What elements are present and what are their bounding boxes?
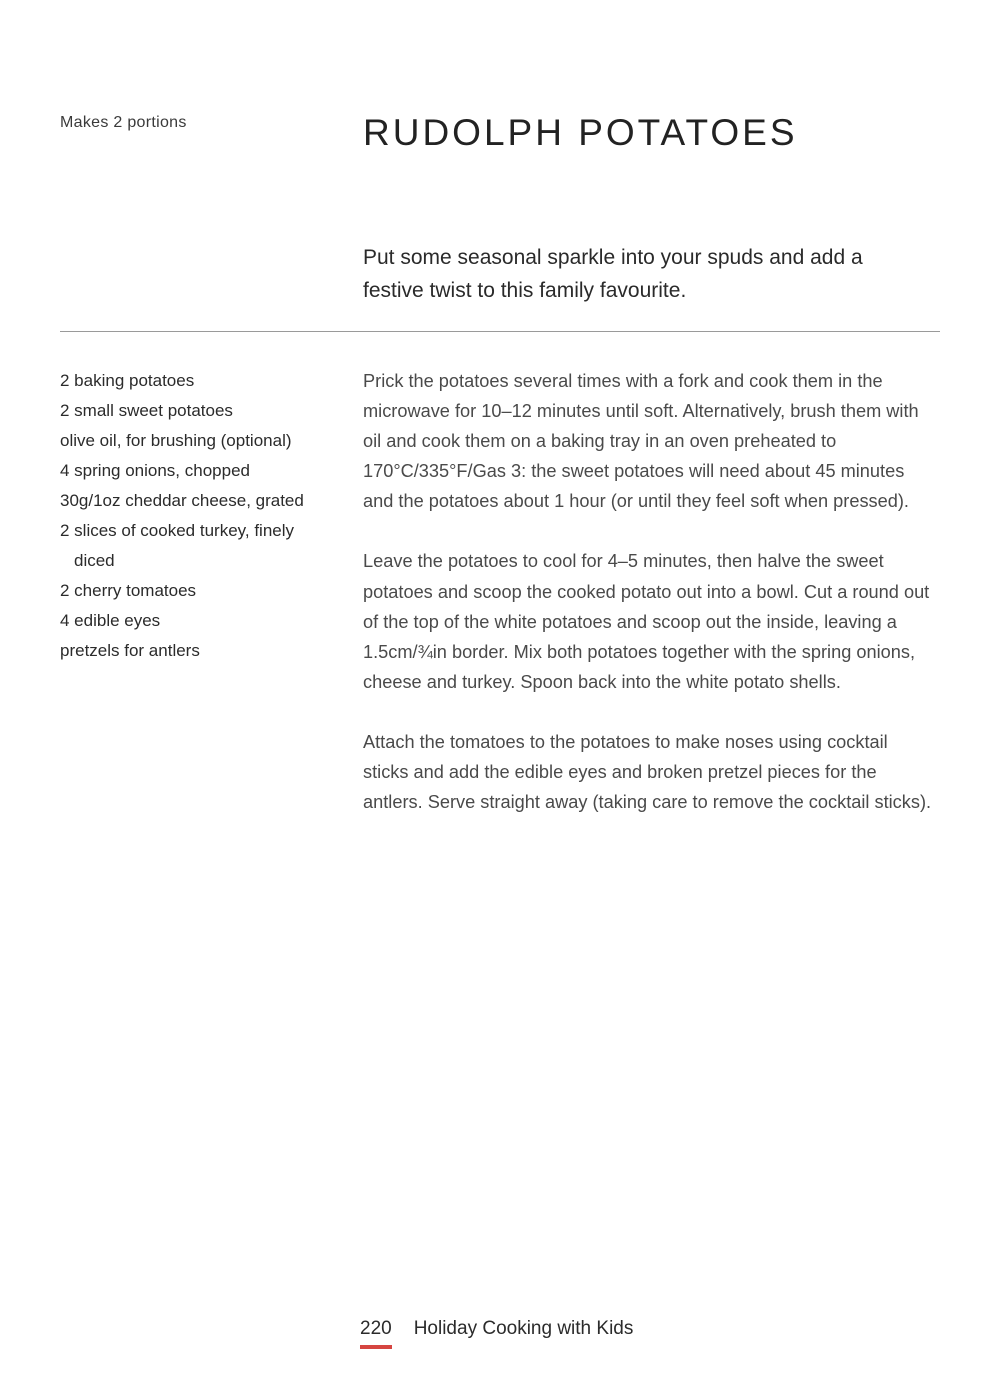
ingredient-item: 2 baking potatoes [60,371,195,390]
ingredient-item: 2 slices of cooked turkey, finely diced [60,521,295,570]
ingredient-item: 30g/1oz cheddar cheese, grated [60,491,304,510]
method-step: Attach the tomatoes to the potatoes to make noses using cocktail sticks and add the edible eyes and broken pretzel pieces for the antlers. Serve straight away (taking care to remove the cocktail sticks). [363,731,932,813]
recipe-intro: Put some seasonal sparkle into your spuds and add a festive twist to this family favourite. [363,246,863,302]
ingredient-item: pretzels for antlers [60,641,200,660]
method-section [363,366,938,847]
ingredient-item: 4 spring onions, chopped [60,461,250,480]
ingredient-item: 4 edible eyes [60,611,161,630]
page-number: 220 [360,1318,392,1349]
method-step: Leave the potatoes to cool for 4–5 minutes, then halve the sweet potatoes and scoop the cooked potato out into a bowl. Cut a round out of the top of the white potatoes and scoop out the inside, leaving a 1.5cm/¾in border. Mix both potatoes together with the spring onions, cheese and turkey. Spoon back into the white potato shells. [363,551,930,692]
ingredient-item: 2 cherry tomatoes [60,581,197,600]
ingredients-list [60,366,335,666]
portions-label: Makes 2 portions [60,114,187,131]
page-footer [360,1318,633,1349]
section-divider [60,331,940,332]
book-title: Holiday Cooking with Kids [413,1318,634,1339]
recipe-title: RUDOLPH POTATOES [363,112,798,153]
ingredient-item: 2 small sweet potatoes [60,401,233,420]
method-step: Prick the potatoes several times with a fork and cook them in the microwave for 10–12 minutes until soft. Alternatively, brush them with oil and cook them on a baking tray in an oven preheated to 170°C/335°F/Gas 3: the sweet potatoes will need about 45 minutes and the potatoes about 1 hour (or until they feel soft when pressed). [363,371,919,512]
ingredient-item: olive oil, for brushing (optional) [60,431,292,450]
